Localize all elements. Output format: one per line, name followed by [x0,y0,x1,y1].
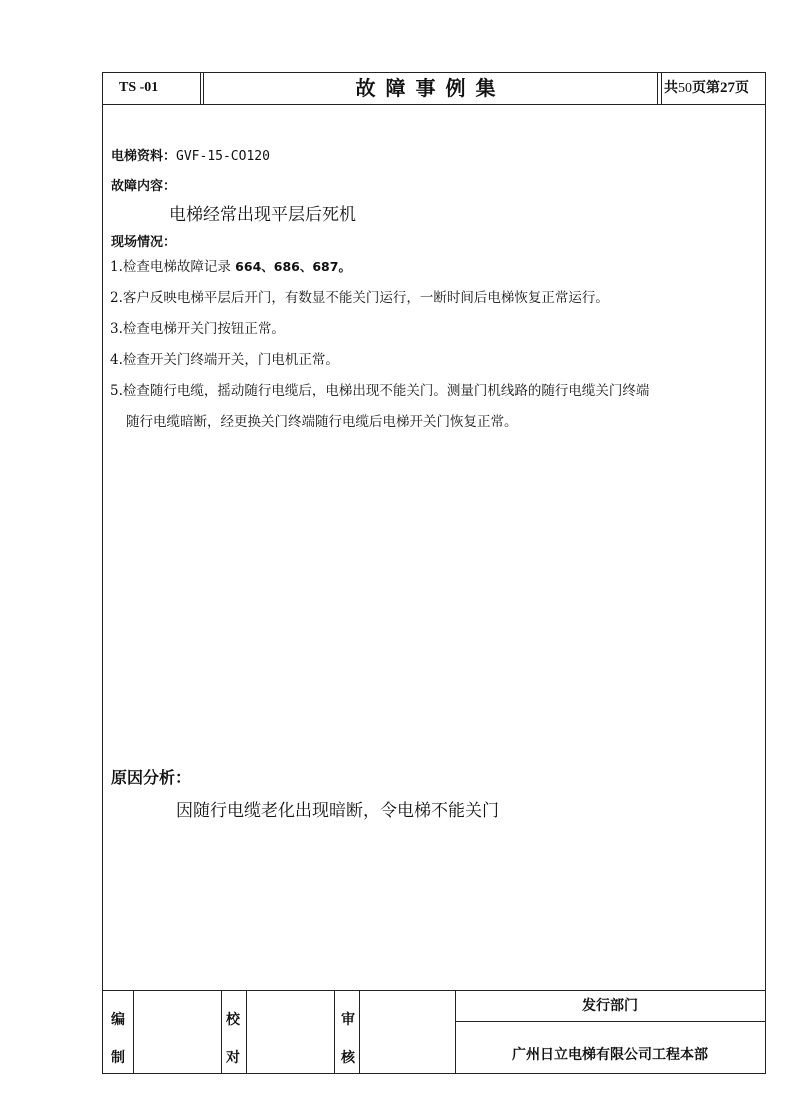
review-label-top: 审 [341,1012,355,1028]
site-item: 5.检查随行电缆，摇动随行电缆后，电梯出现不能关门。测量门机线路的随行电缆关门终端 [110,383,650,399]
site-item: 1.检查电梯故障记录 664、686、687。 [110,259,351,275]
page-total: 50 [678,81,692,96]
site-item: 3.检查电梯开关门按钮正常。 [110,321,285,337]
check-label-top: 校 [226,1012,240,1028]
page-counter [661,73,765,104]
issuing-department-label: 发行部门 [455,991,765,1022]
elevator-info-line [111,145,270,164]
site-label: 现场情况： [111,235,177,250]
fault-label: 故障内容： [111,179,177,194]
site-item-continuation: 随行电缆暗断，经更换关门终端随行电缆后电梯开关门恢复正常。 [126,414,518,430]
cause-description: 因随行电缆老化出现暗断，令电梯不能关门 [176,801,499,821]
review-label-bottom: 核 [341,1050,355,1066]
page-suffix: 页 [735,80,749,96]
fault-case-sheet [102,72,766,1074]
column-divider [246,991,247,1074]
document-title: 故障事例集 [204,73,658,104]
page-current: 27 [720,80,735,96]
site-item: 2.客户反映电梯平层后开门，有数显不能关门运行，一断时间后电梯恢复正常运行。 [110,290,609,306]
check-label-bottom: 对 [226,1050,240,1066]
column-divider [334,991,335,1074]
edit-label-top: 编 [111,1012,125,1028]
elevator-model: GVF-15-CO120 [176,149,270,164]
sign-off-table [103,990,765,1074]
column-divider [221,991,222,1074]
column-divider [133,991,134,1074]
site-item: 4.检查开关门终端开关，门电机正常。 [110,352,339,368]
elevator-info-label: 电梯资料： [111,149,177,164]
issuing-department-name: 广州日立电梯有限公司工程本部 [512,1047,708,1063]
column-divider [359,991,360,1074]
sheet-header [103,73,765,105]
page-mid: 页第 [692,80,720,96]
edit-label-bottom: 制 [111,1050,125,1066]
page-prefix: 共 [664,80,678,96]
document-code: TS -01 [103,73,201,104]
fault-codes: 664、686、687。 [235,259,351,274]
cause-label: 原因分析： [111,768,192,787]
fault-description: 电梯经常出现平层后死机 [169,205,356,225]
